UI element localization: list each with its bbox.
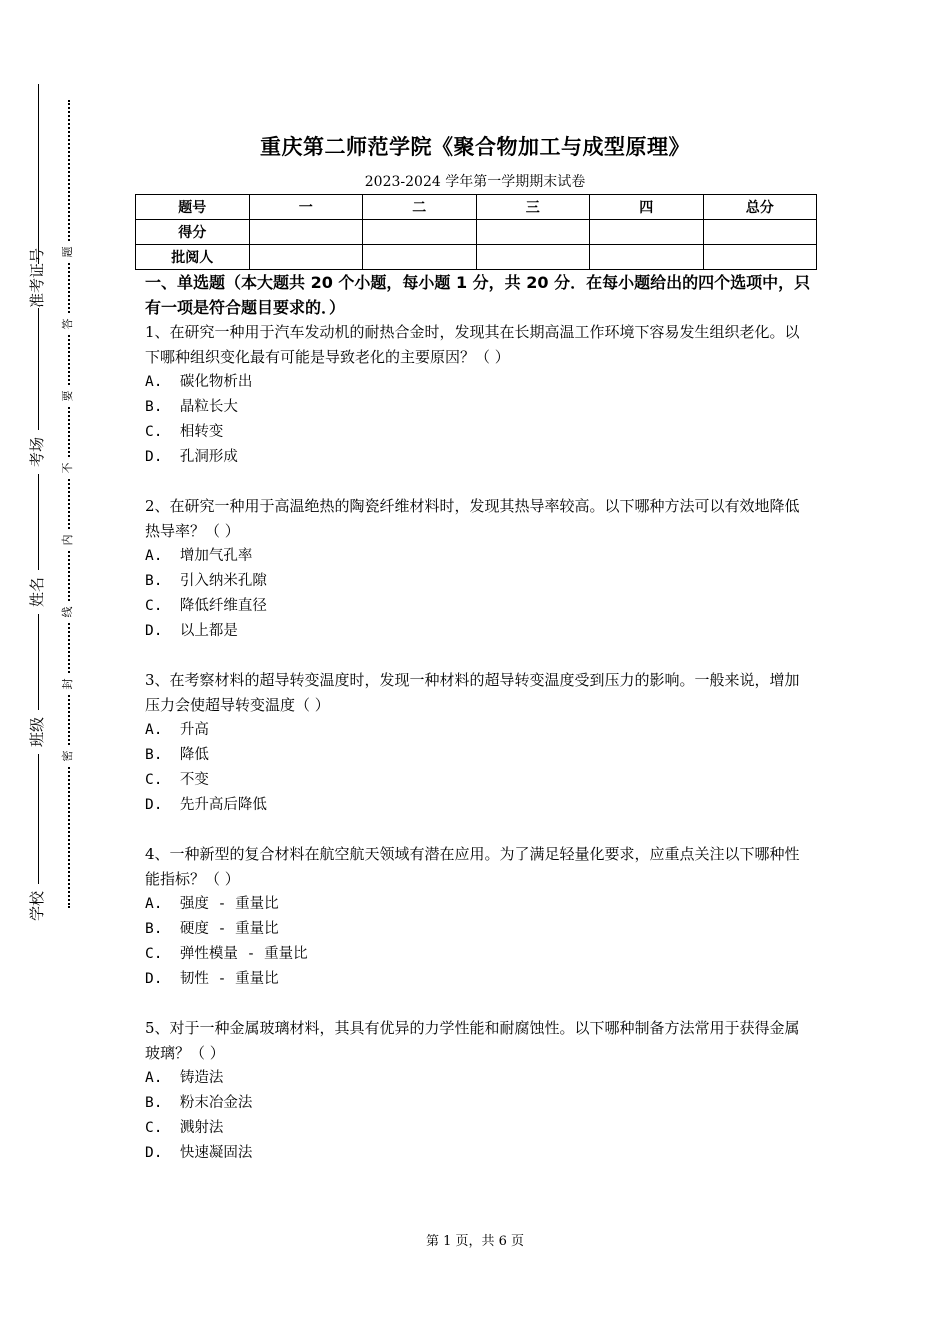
question-list (145, 320, 813, 1190)
binding-seal-dotted-line (68, 100, 70, 908)
score-cell (476, 220, 590, 245)
score-table-header-row (136, 195, 817, 220)
option-a: A. 强度 - 重量比 (145, 896, 279, 912)
question-stem: 3、在考察材料的超导转变温度时，发现一种材料的超导转变温度受到压力的影响。一般来说，增加压力会使超导转变温度（ ） (145, 671, 800, 714)
page-footer: 第 1 页，共 6 页 (425, 1234, 525, 1249)
score-cell (703, 220, 817, 245)
score-cell (249, 220, 363, 245)
option-d: D. 先升高后降低 (145, 797, 267, 813)
question-4 (145, 842, 813, 992)
option-b: B. 降低 (145, 747, 209, 763)
score-table-header-cell: 一 (249, 195, 363, 220)
seal-char: 线 (60, 603, 76, 621)
score-table-header-cell: 三 (476, 195, 590, 220)
option-d: D. 孔洞形成 (145, 449, 238, 465)
exam-room-label: 考场 (28, 430, 48, 474)
seal-char: 内 (60, 531, 76, 549)
option-c: C. 降低纤维直径 (145, 598, 267, 614)
seal-char: 题 (60, 243, 76, 261)
option-a: A. 增加气孔率 (145, 548, 253, 564)
option-c: C. 不变 (145, 772, 209, 788)
grader-cell (249, 245, 363, 270)
binding-solid-line (38, 84, 39, 926)
question-2 (145, 494, 813, 644)
binding-margin (0, 0, 90, 1344)
seal-char: 封 (60, 675, 76, 693)
exam-title: 重庆第二师范学院《聚合物加工与成型原理》 (260, 135, 690, 159)
option-c: C. 相转变 (145, 424, 224, 440)
grader-cell (363, 245, 477, 270)
option-b: B. 粉末冶金法 (145, 1095, 253, 1111)
option-d: D. 韧性 - 重量比 (145, 971, 279, 987)
seal-char: 不 (60, 459, 76, 477)
score-table-header-cell: 二 (363, 195, 477, 220)
score-table-header-cell: 四 (590, 195, 704, 220)
score-table-header-cell: 题号 (136, 195, 250, 220)
student-name-label: 姓名 (28, 570, 48, 614)
score-table (135, 194, 817, 270)
question-stem: 5、对于一种金属玻璃材料，其具有优异的力学性能和耐腐蚀性。以下哪种制备方法常用于获得金属玻璃？（ ） (145, 1019, 800, 1062)
question-3 (145, 668, 813, 818)
seal-char: 答 (60, 315, 76, 333)
question-1 (145, 320, 813, 470)
score-cell (363, 220, 477, 245)
score-row-label: 得分 (136, 220, 250, 245)
grader-cell (476, 245, 590, 270)
score-cell (590, 220, 704, 245)
option-b: B. 硬度 - 重量比 (145, 921, 279, 937)
score-table-header-cell: 总分 (703, 195, 817, 220)
option-a: A. 升高 (145, 722, 209, 738)
option-a: A. 碳化物析出 (145, 374, 253, 390)
question-stem: 1、在研究一种用于汽车发动机的耐热合金时，发现其在长期高温工作环境下容易发生组织老化。以下哪种组织变化最有可能是导致老化的主要原因？（ ） (145, 323, 800, 366)
section-heading: 一、单选题（本大题共 20 个小题，每小题 1 分，共 20 分．在每小题给出的四个选项中，只有一项是符合题目要求的．） (145, 273, 811, 317)
option-b: B. 引入纳米孔隙 (145, 573, 267, 589)
exam-subtitle: 2023-2024 学年第一学期期末试卷 (364, 174, 586, 190)
score-table-score-row (136, 220, 817, 245)
grader-cell (703, 245, 817, 270)
grader-row-label: 批阅人 (136, 245, 250, 270)
school-label: 学校 (28, 884, 48, 928)
grader-cell (590, 245, 704, 270)
option-a: A. 铸造法 (145, 1070, 224, 1086)
seal-char: 密 (60, 747, 76, 765)
option-c: C. 溅射法 (145, 1120, 224, 1136)
question-stem: 4、一种新型的复合材料在航空航天领域有潜在应用。为了满足轻量化要求，应重点关注以下哪种性能指标？（ ） (145, 845, 800, 888)
question-stem: 2、在研究一种用于高温绝热的陶瓷纤维材料时，发现其热导率较高。以下哪种方法可以有效地降低热导率？（ ） (145, 497, 800, 540)
score-table-grader-row (136, 245, 817, 270)
class-label: 班级 (28, 710, 48, 754)
option-d: D. 快速凝固法 (145, 1145, 253, 1161)
exam-number-label: 准考证号 (30, 247, 46, 308)
seal-char: 要 (60, 387, 76, 405)
option-d: D. 以上都是 (145, 623, 238, 639)
question-5 (145, 1016, 813, 1166)
option-c: C. 弹性模量 - 重量比 (145, 946, 308, 962)
option-b: B. 晶粒长大 (145, 399, 238, 415)
